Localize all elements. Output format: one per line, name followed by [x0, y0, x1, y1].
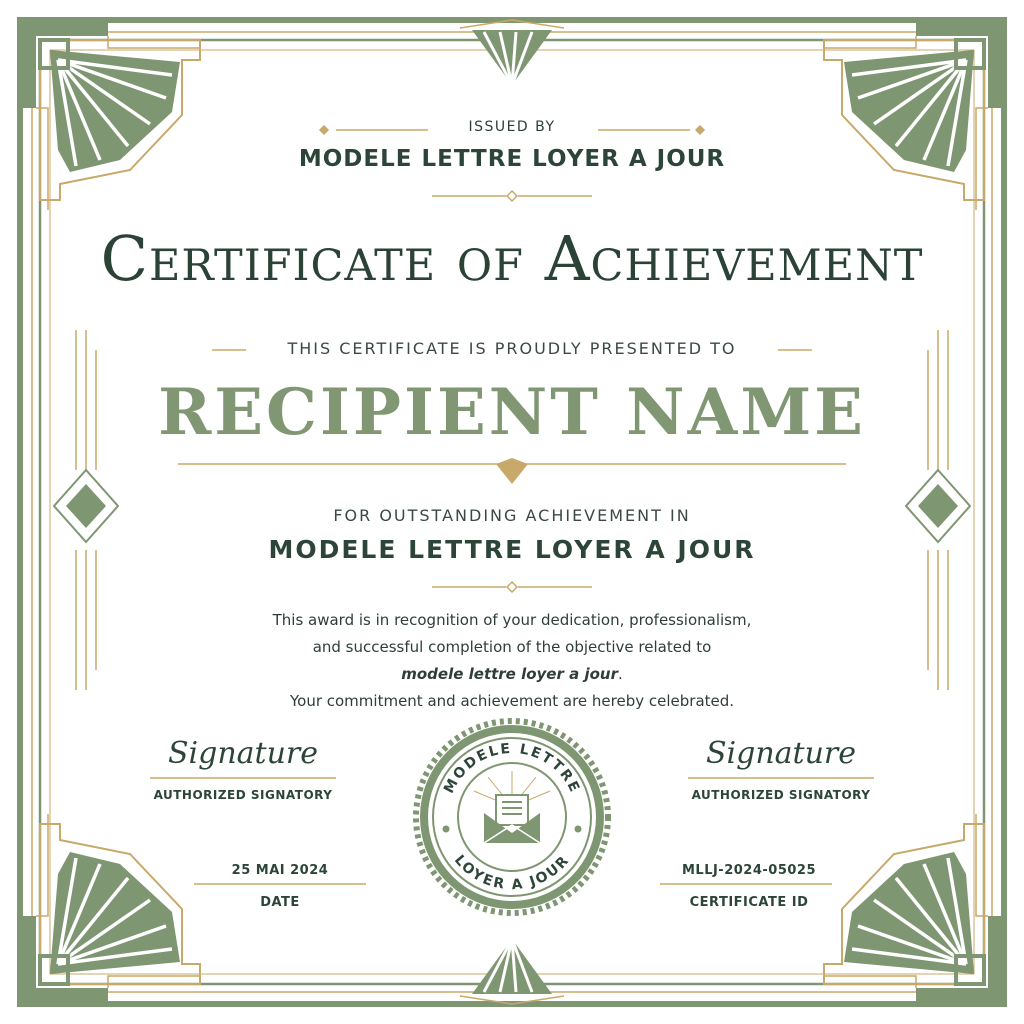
bottom-center-fan [460, 939, 564, 1004]
description-line-4: Your commitment and achievement are hereby celebrated. [289, 692, 735, 710]
right-signature: Signature [705, 736, 857, 771]
right-signatory-label: AUTHORIZED SIGNATORY [691, 788, 871, 802]
certificate-title: Certificate of Achievement [100, 222, 924, 295]
award-description [152, 607, 872, 715]
seal-bottom-text: LOYER A JOUR [450, 852, 574, 894]
date-value: 25 MAI 2024 [231, 863, 329, 878]
subject-divider [432, 582, 592, 592]
certificate-id-value: MLLJ-2024-05025 [681, 863, 817, 878]
seal-top-text: MODELE LETTRE [441, 740, 583, 797]
presented-to-label: THIS CERTIFICATE IS PROUDLY PRESENTED TO [287, 339, 737, 358]
left-signatory-label: AUTHORIZED SIGNATORY [153, 788, 333, 802]
top-center-fan [460, 20, 564, 85]
left-signature: Signature [167, 736, 319, 771]
certificate-id-label: CERTIFICATE ID [689, 895, 809, 910]
svg-text:LOYER A JOUR [451, 852, 573, 893]
description-period: . [617, 665, 623, 683]
issued-by-label: ISSUED BY [468, 119, 556, 135]
recipient-underline [178, 458, 846, 484]
recipient-name: RECIPIENT NAME [158, 375, 866, 450]
date-label: DATE [260, 895, 300, 910]
envelope-letter-icon [484, 795, 540, 843]
corner-fan-top-left [18, 18, 200, 210]
description-line-1: This award is in recognition of your dedication, professionalism, [272, 611, 752, 629]
corner-fan-bottom-left [18, 814, 200, 1006]
seal-text [412, 717, 612, 917]
achievement-subject: MODELE LETTRE LOYER A JOUR [268, 535, 756, 564]
description-italic-subject: modele lettre loyer a jour [401, 665, 618, 683]
svg-text:MODELE LETTRE [441, 741, 583, 796]
corner-fan-top-right [824, 18, 1006, 210]
description-line-2: and successful completion of the objective related to [312, 638, 712, 656]
description-line-3 [152, 661, 872, 688]
issuer-name: MODELE LETTRE LOYER A JOUR [298, 146, 726, 172]
achievement-label: FOR OUTSTANDING ACHIEVEMENT IN [333, 506, 691, 525]
corner-fan-bottom-right [824, 814, 1006, 1006]
